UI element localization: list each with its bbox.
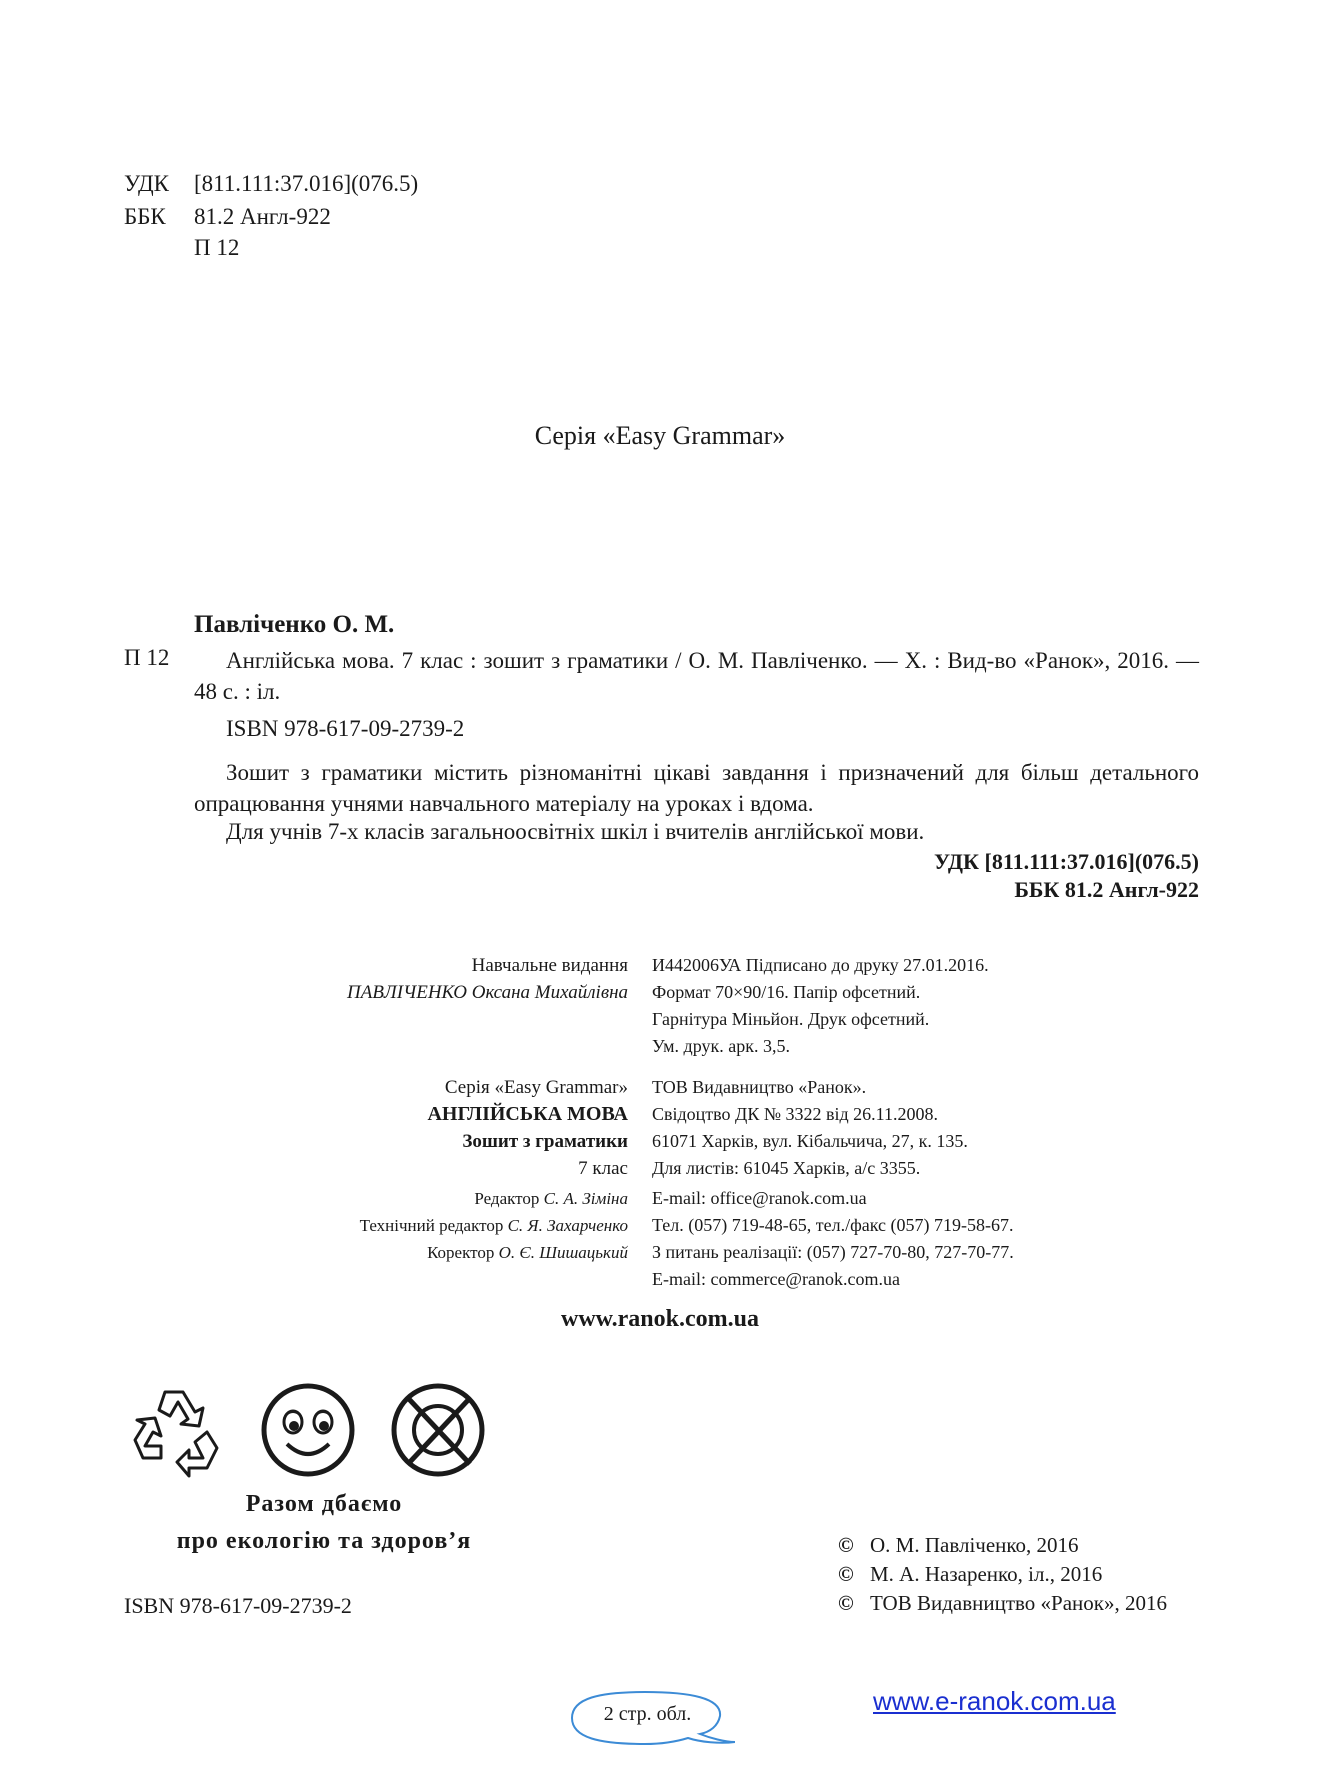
contact-line: E-mail: commerce@ranok.com.ua: [652, 1269, 900, 1289]
author-full: ПАВЛІЧЕНКО Оксана Михайлівна: [347, 982, 628, 1003]
imprint-book-type: Зошит з граматики: [462, 1131, 628, 1152]
contact-line: З питань реалізації: (057) 727-70-80, 727-70-77.: [652, 1242, 1014, 1262]
eco-caption: [124, 1486, 524, 1560]
editor-label: Редактор: [474, 1189, 540, 1208]
udk-row: [124, 171, 418, 197]
imprint-staff-block: [200, 1185, 628, 1266]
copyright-line: [838, 1533, 1079, 1558]
copyright-line: [838, 1591, 1167, 1616]
bib-isbn: ISBN 978-617-09-2739-2: [226, 716, 465, 741]
copyright-text: О. М. Павліченко, 2016: [870, 1533, 1079, 1557]
copyright-icon: ©: [838, 1562, 854, 1586]
bib-annotation-2: Для учнів 7-х класів загальноосвітніх шкіл і вчителів англійської мови.: [226, 819, 925, 844]
bib-cipher: П 12: [124, 645, 170, 670]
bib-bbk: ББК 81.2 Англ-922: [1014, 877, 1199, 902]
print-line: Гарнітура Міньйон. Друк офсетний.: [652, 1009, 930, 1029]
copyright-line: [838, 1562, 1102, 1587]
bib-author: Павліченко О. М.: [194, 611, 395, 638]
series-title: Серія «Easy Grammar»: [534, 421, 786, 450]
eranok-link[interactable]: www.e-ranok.com.ua: [873, 1686, 1116, 1716]
eco-line-1: Разом дбаємо: [245, 1491, 403, 1517]
publisher-info: [652, 1074, 1252, 1182]
publisher-line: Свідоцтво ДК № 3322 від 26.11.2008.: [652, 1104, 938, 1124]
edition-type: Навчальне видання: [471, 955, 628, 976]
print-info: [652, 952, 1252, 1060]
udk-value: [811.111:37.016](076.5): [194, 171, 419, 196]
imprint-grade: 7 клас: [578, 1158, 628, 1179]
copyright-text: ТОВ Видавництво «Ранок», 2016: [870, 1591, 1167, 1615]
imprint-edition-block: [200, 952, 628, 1006]
isbn-bottom: ISBN 978-617-09-2739-2: [124, 1593, 352, 1618]
bbk-row: [124, 204, 331, 230]
udk-label: УДК: [124, 171, 169, 196]
bbk-value: 81.2 Англ-922: [194, 204, 331, 229]
print-line: Ум. друк. арк. 3,5.: [652, 1036, 790, 1056]
publisher-line: Для листів: 61045 Харків, а/с 3355.: [652, 1158, 921, 1178]
copyright-text: М. А. Назаренко, іл., 2016: [870, 1562, 1103, 1586]
eco-line-2: про екологію та здоров’я: [176, 1528, 472, 1554]
contact-info: [652, 1185, 1252, 1293]
eco-icons: [125, 1380, 495, 1485]
imprint-series: Серія «Easy Grammar»: [444, 1077, 628, 1098]
no-bleach-icon: [394, 1386, 482, 1474]
proofreader-label: Коректор: [427, 1243, 495, 1262]
proofreader-name: О. Є. Шишацький: [498, 1243, 628, 1262]
contact-line: E-mail: office@ranok.com.ua: [652, 1188, 867, 1208]
print-line: И442006УА Підписано до друку 27.01.2016.: [652, 955, 989, 975]
imprint-series-block: [200, 1074, 628, 1182]
tech-editor-credit: [200, 1212, 628, 1239]
imprint-subject: АНГЛІЙСЬКА МОВА: [427, 1103, 628, 1125]
proofreader-credit: [200, 1239, 628, 1266]
publisher-line: ТОВ Видавництво «Ранок».: [652, 1077, 867, 1097]
publisher-line: 61071 Харків, вул. Кібальчича, 27, к. 135.: [652, 1131, 968, 1151]
copyright-icon: ©: [838, 1533, 854, 1557]
bib-description: Англійська мова. 7 клас : зошит з граматики / О. М. Павліченко. — Х. : Вид-во «Ранок», 2016. — 48 с. : іл.: [194, 648, 1199, 704]
editor-credit: [200, 1185, 628, 1212]
print-line: Формат 70×90/16. Папір офсетний.: [652, 982, 921, 1002]
smiley-icon: [264, 1386, 352, 1474]
author-mark: П 12: [194, 235, 240, 260]
contact-line: Тел. (057) 719-48-65, тел./факс (057) 719-58-67.: [652, 1215, 1014, 1235]
copyright-icon: ©: [838, 1591, 854, 1615]
tech-editor-label: Технічний редактор: [359, 1216, 504, 1235]
bib-annotation-1: Зошит з граматики містить різноманітні цікаві завдання і призначений для більш детального опрацювання учнями навчального матеріалу на уроках і вдома.: [194, 760, 1199, 816]
page-badge: 2 стр. обл.: [603, 1703, 692, 1725]
tech-editor-name: С. Я. Захарченко: [507, 1216, 628, 1235]
recycle-icon: [135, 1392, 217, 1476]
website: www.ranok.com.ua: [560, 1306, 759, 1332]
bib-udk: УДК [811.111:37.016](076.5): [934, 849, 1199, 874]
editor-name: С. А. Зіміна: [543, 1189, 628, 1208]
bbk-label: ББК: [124, 204, 166, 229]
